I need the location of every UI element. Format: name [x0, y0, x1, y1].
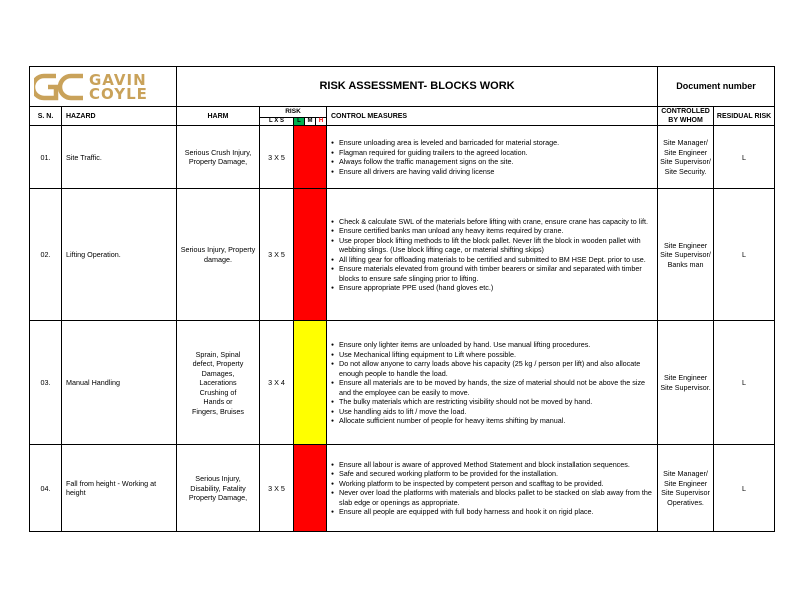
row-harm: Serious Injury, Disability, Fatality Property Damage, — [177, 445, 260, 532]
gc-logo-mark-icon — [34, 72, 86, 102]
control-measure-item: ● Always follow the traffic management signs on the site. — [331, 157, 654, 167]
control-measure-item: ● Ensure all drivers are having valid driving license — [331, 167, 654, 177]
col-header-hazard: HAZARD — [62, 107, 177, 126]
company-logo — [34, 70, 172, 104]
row-lxs: 3 X 5 — [260, 445, 294, 532]
row-residual-risk: L — [714, 321, 775, 445]
row-lxs: 3 X 5 — [260, 126, 294, 189]
risk-level-indicator — [294, 445, 327, 532]
control-measure-item: ● Use handling aids to lift / move the load. — [331, 407, 654, 417]
col-header-risk: RISK — [260, 107, 327, 118]
risk-assessment-sheet — [29, 66, 774, 532]
row-sn: 03. — [30, 321, 62, 445]
risk-level-indicator — [294, 189, 327, 321]
logo-line-gavin: GAVIN — [89, 70, 147, 89]
logo-cell — [30, 67, 177, 107]
control-measure-item: ● Ensure appropriate PPE used (hand gloves etc.) — [331, 283, 654, 293]
col-header-harm: HARM — [177, 107, 260, 126]
row-residual-risk: L — [714, 189, 775, 321]
row-residual-risk: L — [714, 126, 775, 189]
col-header-risk-high: H — [316, 118, 327, 126]
row-controlled-by: Site Manager/ Site Engineer Site Supervisor/ Site Security. — [658, 126, 714, 189]
control-measure-item: ● Ensure only lighter items are unloaded by hand. Use manual lifting procedures. — [331, 340, 654, 350]
control-measure-item: ● Ensure certified banks man unload any heavy items required by crane. — [331, 226, 654, 236]
row-sn: 04. — [30, 445, 62, 532]
row-control-measures — [327, 189, 658, 321]
col-header-sn: S. N. — [30, 107, 62, 126]
control-measure-item: ● The bulky materials which are restricting visibility should not be moved by hand. — [331, 397, 654, 407]
col-header-lxs: L X S — [260, 118, 294, 126]
row-controlled-by: Site Engineer Site Supervisor. — [658, 321, 714, 445]
row-residual-risk: L — [714, 445, 775, 532]
row-lxs: 3 X 5 — [260, 189, 294, 321]
table-row — [30, 445, 775, 532]
table-row — [30, 126, 775, 189]
row-hazard: Lifting Operation. — [62, 189, 177, 321]
col-header-risk-medium: M — [305, 118, 316, 126]
row-control-measures — [327, 321, 658, 445]
logo-text — [89, 70, 148, 103]
row-harm: Serious Injury, Property damage. — [177, 189, 260, 321]
control-measure-item: ● Ensure all materials are to be moved by hands, the size of material should not be above the size and the employee can be easily to move. — [331, 378, 654, 397]
control-measure-item: ● Ensure unloading area is leveled and barricaded for material storage. — [331, 138, 654, 148]
control-measure-item: ● Ensure all people are equipped with full body harness and hook it on rigid place. — [331, 507, 654, 517]
control-measure-item: ● Use Mechanical lifting equipment to Lift where possible. — [331, 350, 654, 360]
row-hazard: Site Traffic. — [62, 126, 177, 189]
control-measure-item: ● Allocate sufficient number of people for heavy items shifting by manual. — [331, 416, 654, 426]
col-header-controlled-by: CONTROLLED BY WHOM — [658, 107, 714, 126]
logo-line-coyle: COYLE — [89, 84, 148, 103]
control-measure-item: ● Do not allow anyone to carry loads above his capacity (25 kg / person per lift) and also allocate enough people to handle the load. — [331, 359, 654, 378]
row-harm: Serious Crush Injury, Property Damage, — [177, 126, 260, 189]
risk-level-indicator — [294, 321, 327, 445]
risk-level-indicator — [294, 126, 327, 189]
col-header-residual-risk: RESIDUAL RISK — [714, 107, 775, 126]
row-harm: Sprain, Spinal defect, Property Damages, Lacerations Crushing of Hands or Fingers, Bruises — [177, 321, 260, 445]
control-measure-item: ● All lifting gear for offloading materials to be certified and submitted to BM HSE Dept. prior to use. — [331, 255, 654, 265]
row-control-measures — [327, 445, 658, 532]
control-measure-item: ● Ensure all labour is aware of approved Method Statement and block installation sequences. — [331, 460, 654, 470]
row-control-measures — [327, 126, 658, 189]
row-hazard: Fall from height - Working at height — [62, 445, 177, 532]
risk-assessment-table — [29, 66, 775, 532]
row-sn: 02. — [30, 189, 62, 321]
row-sn: 01. — [30, 126, 62, 189]
col-header-risk-low: L — [294, 118, 305, 126]
row-controlled-by: Site Manager/ Site Engineer Site Supervisor Operatives. — [658, 445, 714, 532]
table-row — [30, 321, 775, 445]
row-hazard: Manual Handling — [62, 321, 177, 445]
col-header-control-measures: CONTROL MEASURES — [327, 107, 658, 126]
control-measure-item: ● Use proper block lifting methods to lift the block pallet. Never lift the block in wooden pallet with webbing slings. (Use block lifting cage, or material shifting skips) — [331, 236, 654, 255]
control-measure-item: ● Ensure materials elevated from ground with timber bearers or similar and separated with timber blocks to ensure safe slinging prior to lifting. — [331, 264, 654, 283]
document-number-label: Document number — [658, 67, 775, 107]
control-measure-item: ● Safe and secured working platform to be provided for the installation. — [331, 469, 654, 479]
row-controlled-by: Site Engineer Site Supervisor/ Banks man — [658, 189, 714, 321]
control-measure-item: ● Check & calculate SWL of the materials before lifting with crane, ensure crane has capacity to lift. — [331, 217, 654, 227]
control-measure-item: ● Never over load the platforms with materials and blocks pallet to be stacked on slab away from the slab edge or openings as appropriate. — [331, 488, 654, 507]
control-measure-item: ● Flagman required for guiding trailers to the agreed location. — [331, 148, 654, 158]
control-measure-item: ● Working platform to be inspected by competent person and scafftag to be provided. — [331, 479, 654, 489]
table-row — [30, 189, 775, 321]
page-title: RISK ASSESSMENT- BLOCKS WORK — [177, 67, 658, 107]
row-lxs: 3 X 4 — [260, 321, 294, 445]
